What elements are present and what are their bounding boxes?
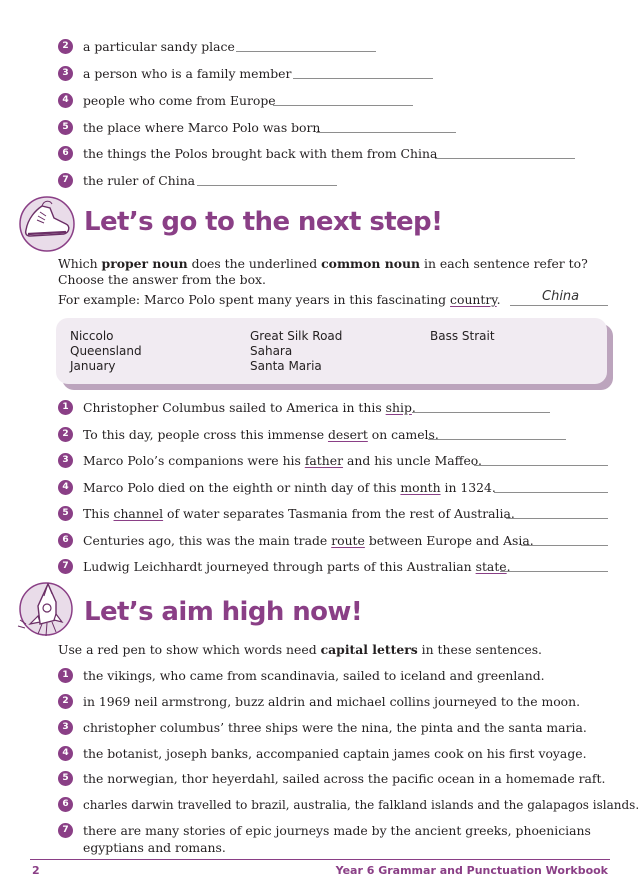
common-noun: desert bbox=[327, 427, 368, 442]
box-word: Bass Strait bbox=[430, 329, 495, 343]
item-number: 5 bbox=[58, 771, 73, 786]
item-text: Marco Polo died on the eighth or ninth day of this month in 1324. bbox=[83, 480, 496, 495]
instr-bold: capital letters bbox=[320, 642, 418, 657]
item-number: 3 bbox=[58, 453, 73, 468]
item-number: 3 bbox=[58, 66, 73, 81]
item-number: 6 bbox=[58, 797, 73, 812]
footer-rule bbox=[30, 859, 610, 860]
item-text: This channel of water separates Tasmania from the rest of Australia. bbox=[83, 506, 515, 521]
item-text: the norwegian, thor heyerdahl, sailed across the pacific ocean in a homemade raft. bbox=[83, 771, 606, 786]
box-word: January bbox=[70, 359, 116, 373]
item-number: 2 bbox=[58, 39, 73, 54]
example-text: For example: Marco Polo spent many years in this fascinating bbox=[58, 292, 451, 307]
item-number: 6 bbox=[58, 146, 73, 161]
item-text: christopher columbus’ three ships were the nina, the pinta and the santa maria. bbox=[83, 720, 587, 735]
instr-bold: proper noun bbox=[101, 256, 188, 271]
item-text: in 1969 neil armstrong, buzz aldrin and michael collins journeyed to the moon. bbox=[83, 694, 581, 709]
answer-line[interactable] bbox=[435, 158, 575, 159]
item-text: charles darwin travelled to brazil, australia, the falkland islands and the galapagos islands. bbox=[83, 798, 640, 812]
item-number: 4 bbox=[58, 480, 73, 495]
item-text: Marco Polo’s companions were his father and his uncle Maffeo. bbox=[83, 453, 482, 468]
section-heading: Let’s aim high now! bbox=[84, 597, 363, 627]
item-number: 1 bbox=[58, 400, 73, 415]
item-text-continued: egyptians and romans. bbox=[83, 840, 226, 855]
example-answer: China bbox=[542, 289, 580, 304]
item-text: the ruler of China bbox=[83, 173, 196, 188]
section-heading: Let’s go to the next step! bbox=[84, 207, 443, 237]
item-text: people who come from Europe bbox=[83, 93, 276, 108]
item-number: 5 bbox=[58, 120, 73, 135]
instructions bbox=[58, 642, 618, 658]
common-noun: ship bbox=[385, 400, 412, 415]
answer-line[interactable] bbox=[474, 465, 608, 466]
common-noun: state bbox=[475, 559, 507, 574]
item-number: 2 bbox=[58, 427, 73, 442]
item-text: there are many stories of epic journeys made by the ancient greeks, phoenicians bbox=[83, 823, 591, 838]
box-word: Santa Maria bbox=[250, 359, 322, 373]
item-number: 7 bbox=[58, 559, 73, 574]
common-noun: route bbox=[331, 533, 365, 548]
box-word: Niccolo bbox=[70, 329, 114, 343]
item-text: To this day, people cross this immense desert on camels. bbox=[83, 427, 439, 442]
rocket-icon bbox=[14, 580, 76, 640]
common-noun: month bbox=[400, 480, 441, 495]
book-title: Year 6 Grammar and Punctuation Workbook bbox=[335, 864, 608, 877]
common-noun: father bbox=[304, 453, 344, 468]
instr-bold: common noun bbox=[321, 256, 421, 271]
item-text: Christopher Columbus sailed to America in this ship. bbox=[83, 400, 416, 415]
answer-line[interactable] bbox=[412, 412, 550, 413]
answer-line[interactable] bbox=[197, 185, 337, 186]
common-noun: country bbox=[450, 292, 497, 307]
box-word: Queensland bbox=[70, 344, 142, 358]
instr-text: Use a red pen to show which words need bbox=[58, 642, 321, 657]
item-number: 3 bbox=[58, 720, 73, 735]
item-number: 1 bbox=[58, 668, 73, 683]
answer-line[interactable] bbox=[510, 305, 608, 306]
answer-line[interactable] bbox=[316, 132, 456, 133]
instr-text: Choose the answer from the box. bbox=[58, 272, 266, 287]
answer-line[interactable] bbox=[494, 492, 608, 493]
box-word: Sahara bbox=[250, 344, 293, 358]
item-number: 6 bbox=[58, 533, 73, 548]
item-text: Ludwig Leichhardt journeyed through parts of this Australian state. bbox=[83, 559, 511, 574]
page-number: 2 bbox=[32, 864, 40, 877]
item-text: the things the Polos brought back with them from China bbox=[83, 146, 438, 161]
instr-text: in each sentence refer to? bbox=[420, 256, 588, 271]
answer-line[interactable] bbox=[506, 518, 608, 519]
answer-line[interactable] bbox=[236, 51, 376, 52]
answer-line[interactable] bbox=[521, 545, 608, 546]
item-text: the place where Marco Polo was born bbox=[83, 120, 321, 135]
answer-line[interactable] bbox=[428, 439, 566, 440]
item-number: 2 bbox=[58, 694, 73, 709]
answer-line[interactable] bbox=[500, 571, 608, 572]
sneaker-icon bbox=[16, 194, 78, 254]
item-number: 5 bbox=[58, 506, 73, 521]
answer-line[interactable] bbox=[293, 78, 433, 79]
item-text: a person who is a family member bbox=[83, 66, 292, 81]
item-text: Centuries ago, this was the main trade route between Europe and Asia. bbox=[83, 533, 534, 548]
item-text: the botanist, joseph banks, accompanied captain james cook on his first voyage. bbox=[83, 746, 587, 761]
item-text: a particular sandy place bbox=[83, 39, 235, 54]
example-text: . bbox=[496, 292, 501, 307]
answer-line[interactable] bbox=[273, 105, 413, 106]
instr-text: does the underlined bbox=[187, 256, 322, 271]
common-noun: channel bbox=[113, 506, 164, 521]
instr-text: Which bbox=[58, 256, 102, 271]
item-number: 4 bbox=[58, 746, 73, 761]
instructions bbox=[58, 256, 618, 288]
item-number: 7 bbox=[58, 823, 73, 838]
item-number: 4 bbox=[58, 93, 73, 108]
box-word: Great Silk Road bbox=[250, 329, 343, 343]
item-text: the vikings, who came from scandinavia, sailed to iceland and greenland. bbox=[83, 668, 545, 683]
instr-text: in these sentences. bbox=[417, 642, 542, 657]
item-number: 7 bbox=[58, 173, 73, 188]
